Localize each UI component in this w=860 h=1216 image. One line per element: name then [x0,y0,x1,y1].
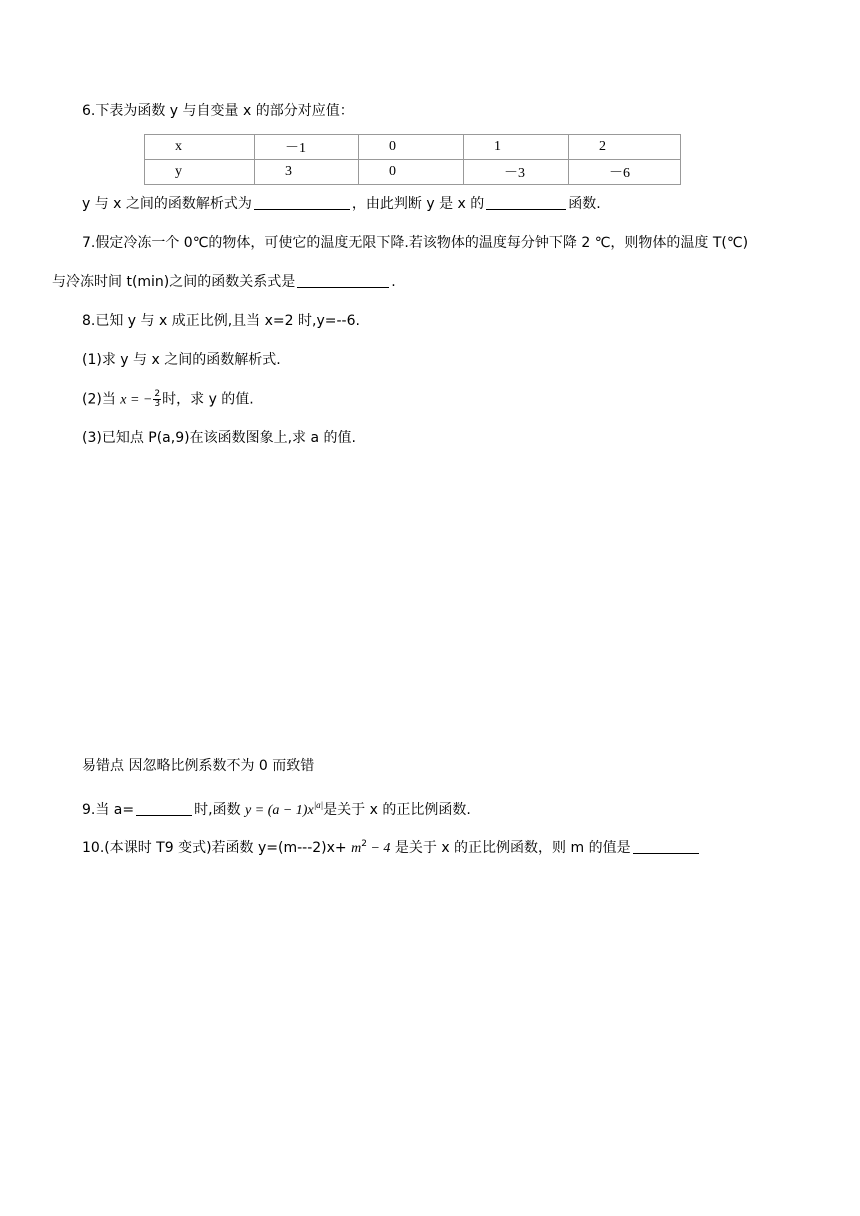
q8-part2-math: x = − [120,392,153,408]
q10-exponent: 2 [361,839,367,849]
table-row [145,160,681,185]
table-cell: 0 [359,160,464,185]
q7-line2-text: 与冷冻时间 t(min)之间的函数关系式是 [52,274,296,290]
table-cell: －1 [255,135,359,160]
table-cell: 3 [255,160,359,185]
q7-line2-end: . [391,274,396,290]
q7-line2 [52,273,396,291]
q7-line1: 7.假定冷冻一个 0℃的物体，可使它的温度无限下降.若该物体的温度每分钟下降 2 ℃，则物体的温度 T(℃) [82,235,749,251]
table-row [145,135,681,160]
q9-math: y = (a − 1)x [245,803,314,818]
answer-blank[interactable] [254,195,350,210]
table-cell: 1 [464,135,569,160]
q9-exponent: |a| [313,800,324,810]
answer-blank[interactable] [633,839,699,854]
q10-math2: − 4 [366,841,391,856]
answer-blank[interactable] [486,195,566,210]
q8-part2 [82,390,254,410]
table-cell: －3 [464,160,569,185]
q10-text [82,835,701,858]
table-cell: －6 [569,160,681,185]
q10-pre: 10.(本课时 T9 变式)若函数 y=(m---2)x+ [82,840,352,856]
fraction [153,390,161,409]
q8-text: 8.已知 y 与 x 成正比例,且当 x=2 时,y=--6. [82,313,360,329]
q8-part1: (1)求 y 与 x 之间的函数解析式. [82,352,281,368]
q9-text [82,796,471,820]
q10-math: m [351,841,362,856]
table-cell: 0 [359,135,464,160]
q10-post: 是关于 x 的正比例函数，则 m 的值是 [390,840,631,856]
q8-part2-pre: (2)当 [82,391,121,408]
fraction-numerator: 2 [154,389,161,399]
q6-text: 6.下表为函数 y 与自变量 x 的部分对应值： [82,103,354,119]
fraction-denominator: 3 [154,399,161,409]
q6-followup-b: ，由此判断 y 是 x 的 [351,196,485,212]
q9-pre: 9.当 a= [82,802,135,818]
error-point-heading: 易错点 因忽略比例系数不为 0 而致错 [82,758,315,774]
table-cell: y [145,160,255,185]
answer-blank[interactable] [136,801,192,816]
q8-part3: (3)已知点 P(a,9)在该函数图象上,求 a 的值. [82,430,356,446]
q9-mid: 时,函数 [194,802,246,818]
q6-followup [82,195,601,213]
q6-followup-a: y 与 x 之间的函数解析式为 [82,196,252,212]
answer-blank[interactable] [297,273,389,288]
table-cell: 2 [569,135,681,160]
value-table [144,134,681,185]
q8-part2-post: 时，求 y 的值. [162,391,254,408]
q9-post: 是关于 x 的正比例函数. [323,802,471,818]
table-cell: x [145,135,255,160]
q6-followup-c: 函数. [568,196,601,212]
